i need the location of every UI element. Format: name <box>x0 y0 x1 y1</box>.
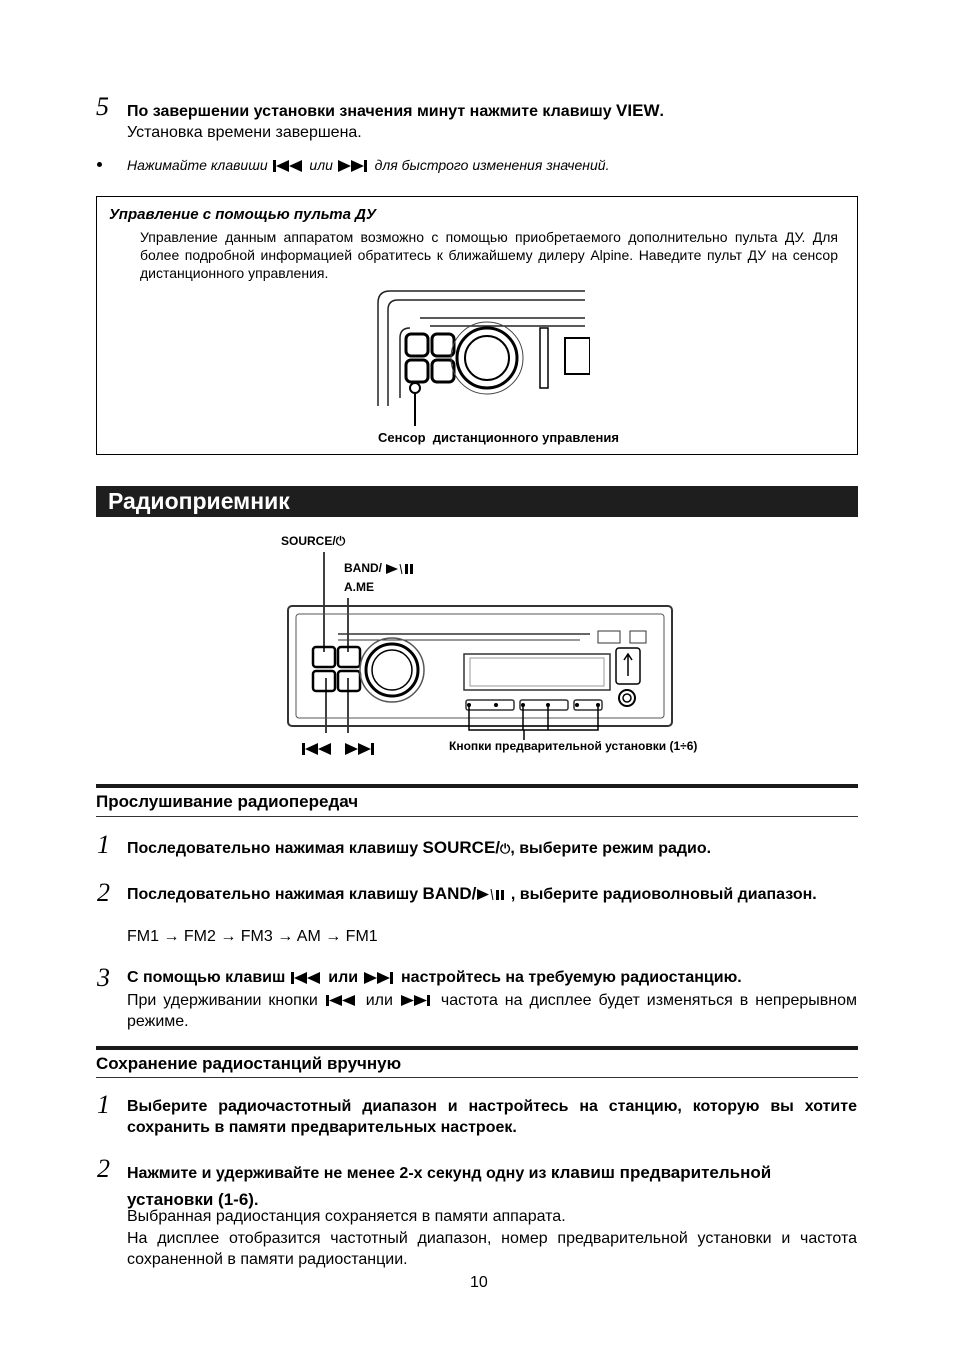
key-name: SOURCE/ <box>422 838 501 857</box>
step-instruction <box>127 838 711 858</box>
prev-track-icon <box>302 742 334 760</box>
box-title: Управление с помощью пульта ДУ <box>109 206 377 223</box>
step-text: или <box>328 969 359 986</box>
step-text-end: . <box>253 1192 259 1209</box>
key-name: VIEW <box>616 101 660 120</box>
power-icon: ⏻ <box>335 534 346 548</box>
step-subtext: Выбранная радиостанция сохраняется в памяти аппарата. <box>127 1208 566 1225</box>
step-subtext: На дисплее отобразится частотный диапазон, номер предварительной установки и частота сохраненной в памяти радиостанции. <box>127 1230 857 1268</box>
key-name: BAND/ <box>422 884 477 903</box>
subsection-heading: Прослушивание радиопередач <box>96 792 359 811</box>
key-name: клавиш предварительной установки (1-6) <box>127 1163 772 1209</box>
band-text: BAND/ <box>344 561 382 575</box>
step-text-end: . <box>659 103 664 120</box>
step-instruction: Выберите радиочастотный диапазон и настройтесь на станцию, которую вы хотите сохранить в памяти предварительных настроек. <box>127 1098 857 1136</box>
step-number: 1 <box>97 830 110 859</box>
step-text-end: , выберите режим радио. <box>510 840 712 857</box>
step-number: 1 <box>97 1090 110 1119</box>
step-instruction <box>127 883 857 906</box>
step-number: 2 <box>97 1154 110 1183</box>
ame-label: A.ME <box>344 580 374 594</box>
head-unit-partial-illustration <box>370 288 590 408</box>
bullet-text: Нажимайте клавиши <box>127 157 268 173</box>
step-text-end: , выберите радиоволновый диапазон. <box>506 886 817 903</box>
subsection-heading: Сохранение радиостанций вручную <box>96 1054 402 1073</box>
step-subtext-part: частота на дисплее будет изменяться в непрерывном режиме. <box>127 992 858 1030</box>
step-text: Последовательно нажимая клавишу <box>127 886 423 903</box>
next-track-icon <box>345 742 377 760</box>
next-track-icon <box>400 994 434 1007</box>
step-subtext-part: или <box>365 992 393 1009</box>
bullet-text: или <box>309 157 333 173</box>
step-text: С помощью клавиш <box>127 969 286 986</box>
prev-track-icon <box>272 159 306 173</box>
sensor-caption: Сенсор дистанционного управления <box>378 430 619 445</box>
step-instruction <box>127 1160 857 1214</box>
step-text: По завершении установки значения минут нажмите клавишу <box>127 103 617 120</box>
page-number: 10 <box>470 1274 488 1291</box>
step-text: Последовательно нажимая клавишу <box>127 840 423 857</box>
step-instruction <box>127 969 742 987</box>
box-text: Управление данным аппаратом возможно с помощью приобретаемого дополнительно пульта ДУ. Для более подробной информацией обратитесь к ближайшему дилеру Alpine. Наведите пульт ДУ на сенсор дистанционного управления. <box>140 229 838 281</box>
prev-track-icon <box>290 971 324 985</box>
section-title: Радиоприемник <box>108 488 290 514</box>
next-track-icon <box>363 971 397 985</box>
section-rule <box>96 1046 858 1050</box>
band-sequence: FM1 → FM2 → FM3 → AM → FM1 <box>127 928 378 945</box>
step-subtext <box>127 990 857 1032</box>
next-track-icon <box>337 159 371 173</box>
source-label <box>281 534 345 549</box>
usb-icon <box>624 654 632 676</box>
step-number: 2 <box>97 878 110 907</box>
bullet-dot <box>97 162 102 167</box>
sensor-pointer-line <box>414 392 416 426</box>
section-rule-thin <box>96 1077 858 1078</box>
step-subtext-part: При удерживании кнопки <box>127 992 318 1009</box>
step-number: 5 <box>96 92 109 121</box>
section-rule-thin <box>96 816 858 817</box>
step-subtext: Установка времени завершена. <box>127 124 362 141</box>
play-pause-icon <box>476 888 506 901</box>
step-number: 3 <box>97 963 110 992</box>
bullet-note <box>127 157 609 173</box>
prev-track-icon <box>325 994 359 1007</box>
power-icon: ⏻ <box>500 841 511 856</box>
source-text: SOURCE/ <box>281 534 336 548</box>
head-unit-full-illustration <box>280 548 680 760</box>
step-text-end: настройтесь на требуемую радиостанцию. <box>401 969 742 986</box>
section-rule <box>96 784 858 788</box>
preset-caption: Кнопки предварительной установки (1÷6) <box>449 739 698 753</box>
step-text: Нажмите и удерживайте не менее 2-х секунд одну из <box>127 1165 551 1182</box>
step-instruction <box>127 101 664 121</box>
bullet-text: для быстрого изменения значений. <box>374 157 610 173</box>
